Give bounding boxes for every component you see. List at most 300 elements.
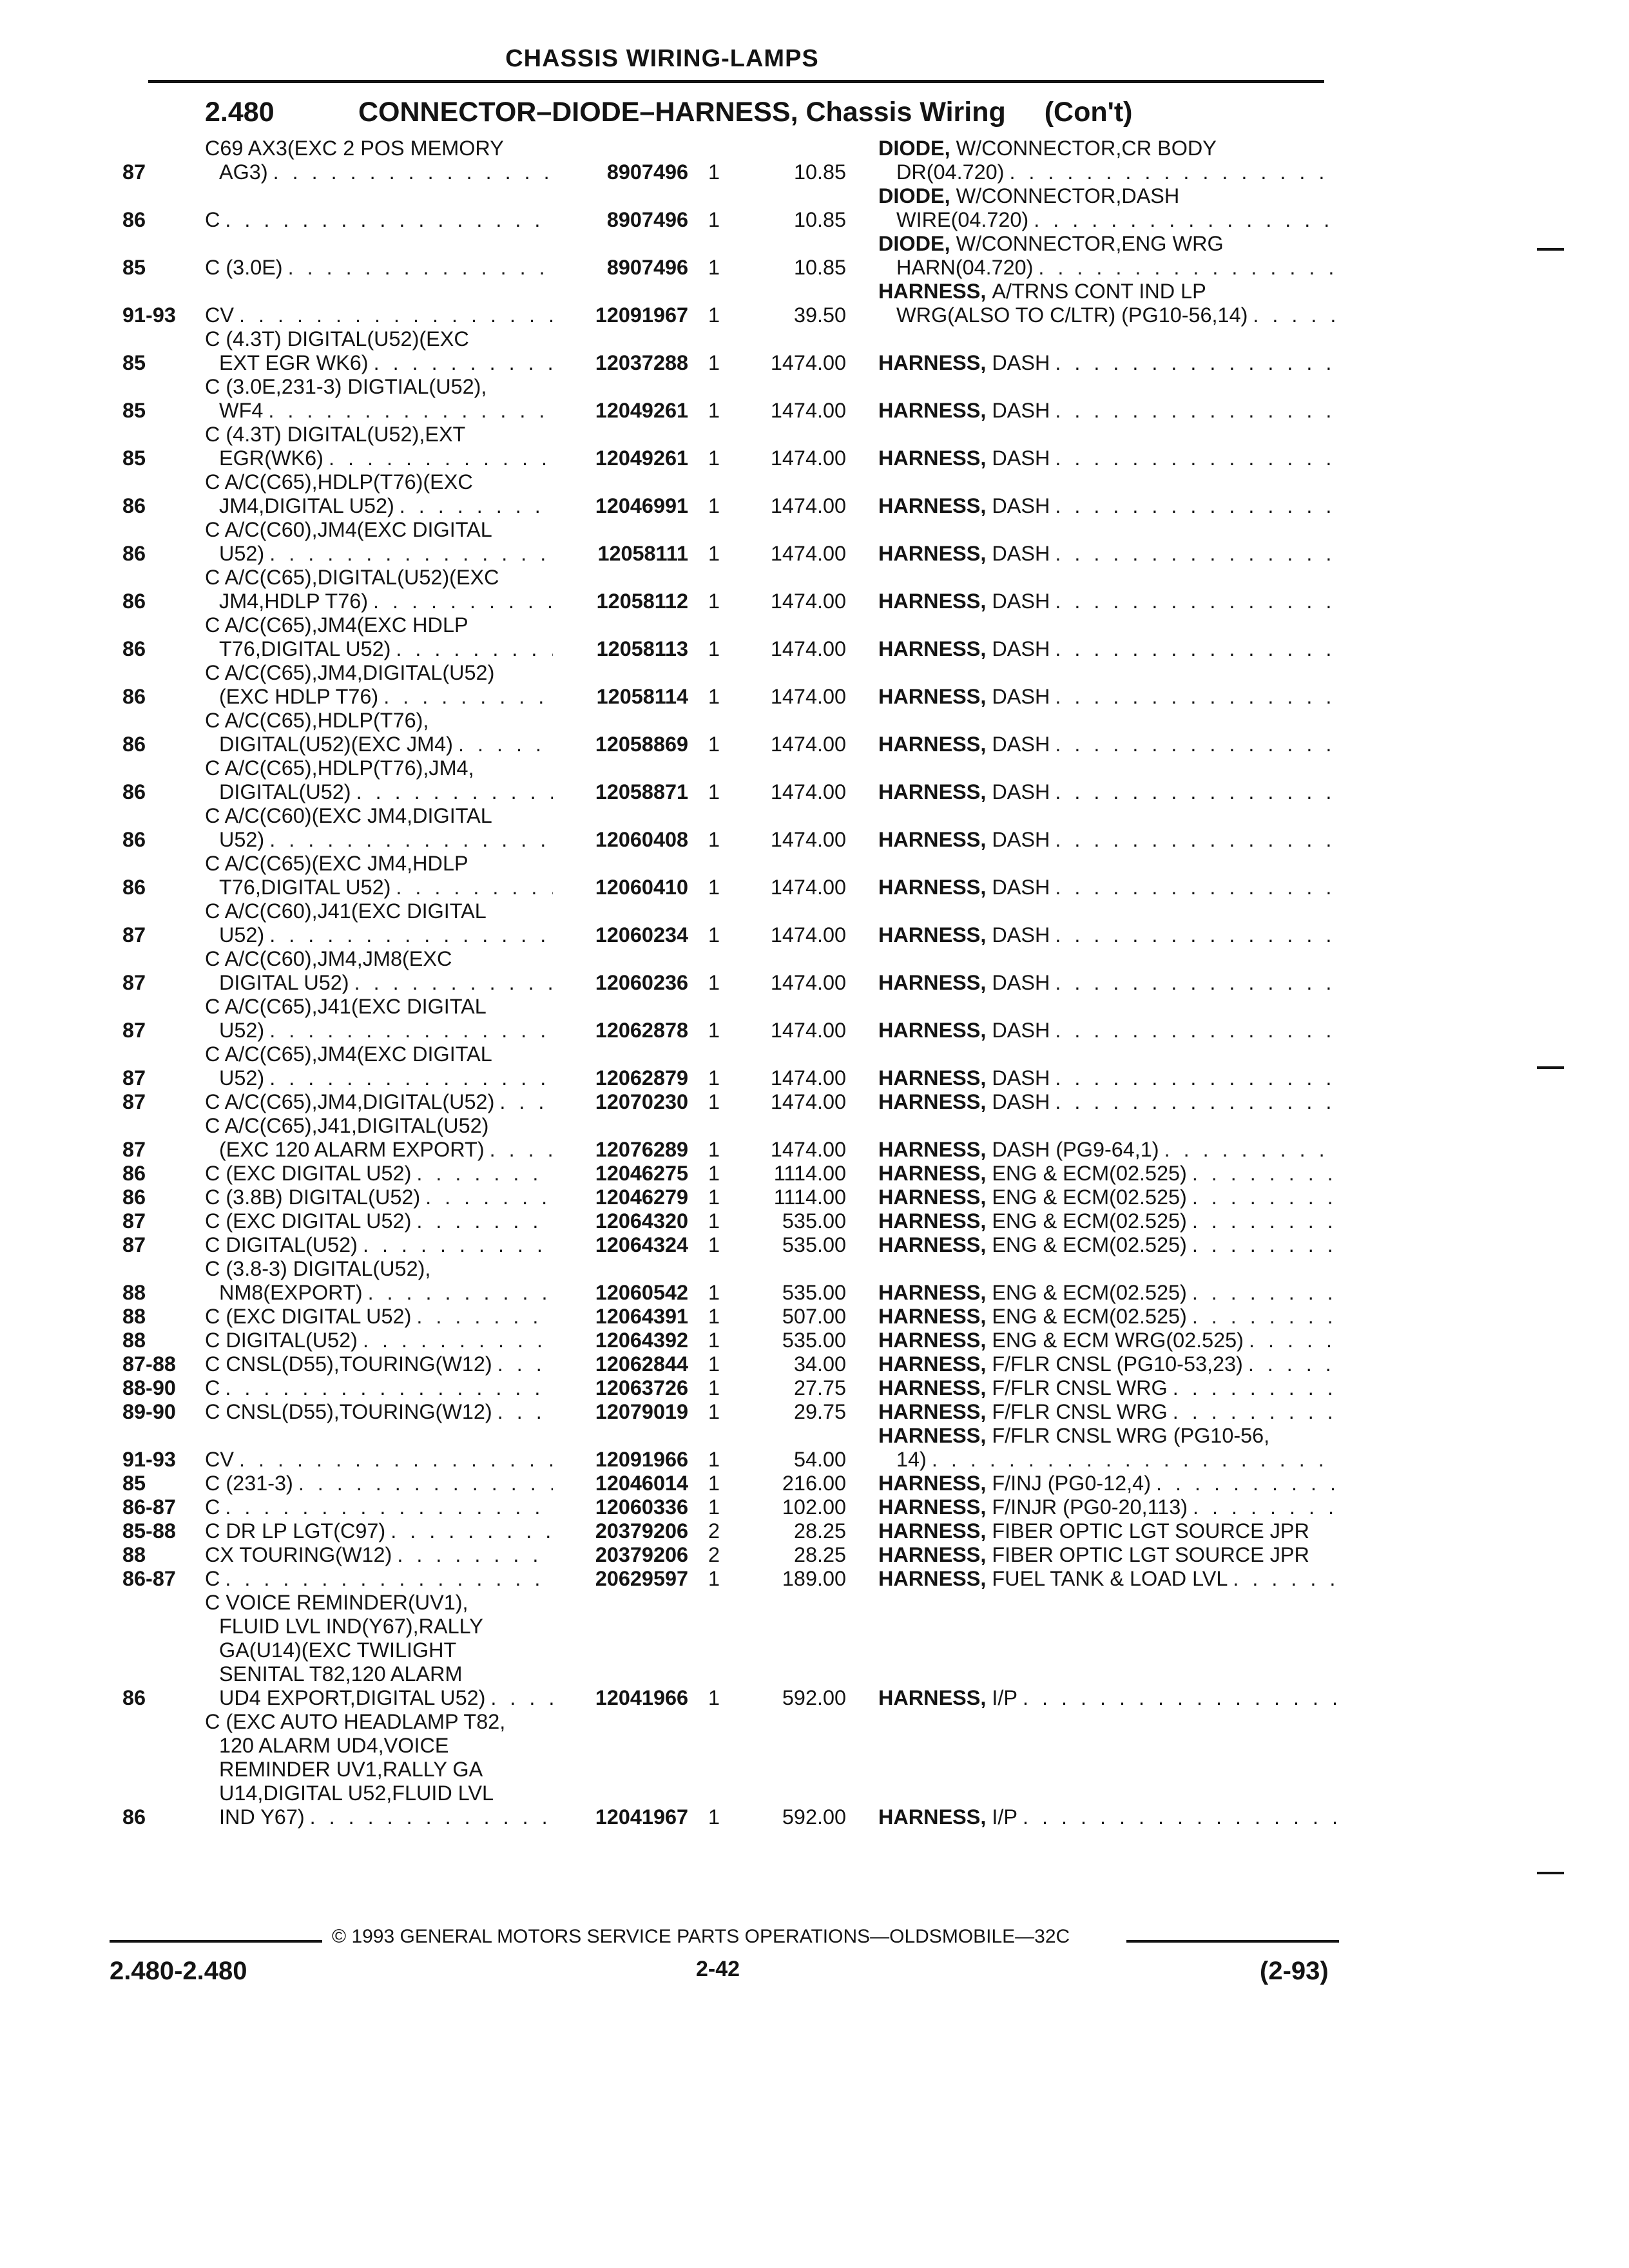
column-gap <box>846 232 878 280</box>
leader-dots <box>1050 780 1337 804</box>
description-keyword: HARNESS, <box>878 637 987 660</box>
column-gap <box>846 613 878 661</box>
description-text: WRG(ALSO TO C/LTR) (PG10-56,14) <box>896 303 1248 327</box>
margin-tick-mark <box>1537 1872 1564 1874</box>
application-line <box>205 733 553 756</box>
description-cell <box>878 756 1337 804</box>
application-line <box>205 518 553 542</box>
application-line <box>205 1186 553 1209</box>
application-text: U52) <box>219 1019 265 1042</box>
model-years: 87 <box>122 971 146 994</box>
quantity: 1 <box>708 685 720 708</box>
list-price: 54.00 <box>793 1448 846 1471</box>
application-line <box>205 685 553 709</box>
quantity: 1 <box>708 256 720 279</box>
description-cell <box>878 709 1337 756</box>
quantity: 1 <box>708 542 720 565</box>
column-gap <box>846 1543 878 1567</box>
column-gap <box>846 1352 878 1376</box>
description-cell <box>878 232 1337 280</box>
application-cell <box>205 1519 553 1543</box>
description-line <box>878 280 1337 303</box>
description-line <box>878 1472 1337 1495</box>
application-line <box>205 1782 553 1805</box>
description-text: ENG & ECM WRG(02.525) <box>992 1329 1244 1352</box>
description-text: DASH <box>992 590 1050 613</box>
list-price: 10.85 <box>793 208 846 231</box>
description-cell <box>878 1090 1337 1114</box>
description-cell <box>878 137 1337 184</box>
description-text: DASH <box>992 542 1050 565</box>
description-keyword: HARNESS, <box>878 399 987 422</box>
description-line <box>878 1138 1337 1162</box>
application-cell <box>205 1162 553 1186</box>
table-row <box>122 1352 1337 1376</box>
description-line <box>878 1543 1337 1567</box>
application-cell <box>205 1209 553 1233</box>
application-line <box>205 256 553 280</box>
leader-dots <box>411 1305 553 1329</box>
application-text: (EXC HDLP T76) <box>219 685 379 708</box>
description-text: DASH <box>992 876 1050 899</box>
table-row <box>122 804 1337 852</box>
application-text: C A/C(C65),JM4(EXC HDLP <box>205 613 468 637</box>
part-number: 12091966 <box>595 1448 688 1471</box>
application-text: C <box>205 1495 220 1519</box>
description-keyword: HARNESS, <box>878 1138 987 1161</box>
column-gap <box>846 947 878 995</box>
application-line <box>205 947 553 971</box>
application-line <box>205 1495 553 1519</box>
list-price: 10.85 <box>793 160 846 184</box>
description-keyword: HARNESS, <box>878 590 987 613</box>
description-cell <box>878 613 1337 661</box>
part-number: 12070230 <box>595 1090 688 1113</box>
leader-dots <box>1187 1281 1337 1305</box>
description-line <box>878 494 1337 518</box>
application-text: C A/C(C65)(EXC JM4,HDLP <box>205 852 468 875</box>
application-text: C A/C(C65),JM4(EXC DIGITAL <box>205 1043 492 1066</box>
leader-dots <box>1187 1186 1337 1209</box>
application-line <box>205 1400 553 1424</box>
application-line <box>205 470 553 494</box>
application-cell <box>205 1233 553 1257</box>
application-text: C CNSL(D55),TOURING(W12) <box>205 1400 492 1423</box>
application-text: C (EXC AUTO HEADLAMP T82, <box>205 1710 506 1733</box>
application-text: C A/C(C65),HDLP(T76), <box>205 709 429 732</box>
description-line <box>878 1329 1337 1352</box>
description-cell <box>878 1472 1337 1495</box>
model-years: 87 <box>122 1233 146 1256</box>
leader-dots <box>1168 1400 1337 1424</box>
application-text: C (3.8-3) DIGITAL(U52), <box>205 1257 431 1280</box>
leader-dots <box>453 733 553 756</box>
list-price: 592.00 <box>782 1686 846 1709</box>
part-number: 20379206 <box>595 1519 688 1542</box>
description-text: ENG & ECM(02.525) <box>992 1186 1187 1209</box>
description-cell <box>878 899 1337 947</box>
application-cell <box>205 1400 553 1424</box>
margin-tick-mark <box>1537 248 1564 251</box>
list-price: 39.50 <box>793 303 846 327</box>
leader-dots <box>411 1209 553 1233</box>
leader-dots <box>234 1448 553 1472</box>
application-line <box>205 1662 553 1686</box>
column-gap <box>846 1519 878 1543</box>
model-years: 85-88 <box>122 1519 176 1542</box>
application-line <box>205 1329 553 1352</box>
description-text: F/INJ (PG0-12,4) <box>992 1472 1151 1495</box>
part-number: 12062878 <box>595 1019 688 1042</box>
list-price: 1474.00 <box>770 590 846 613</box>
list-price: 1474.00 <box>770 876 846 899</box>
description-text: F/FLR CNSL WRG <box>992 1400 1168 1423</box>
list-price: 216.00 <box>782 1472 846 1495</box>
application-text: UD4 EXPORT,DIGITAL U52) <box>219 1686 486 1709</box>
description-text: DASH <box>992 1090 1050 1113</box>
application-line <box>205 327 553 351</box>
description-cell <box>878 1424 1337 1472</box>
column-gap <box>846 1090 878 1114</box>
table-row <box>122 1090 1337 1114</box>
application-cell <box>205 1114 553 1162</box>
application-text: NM8(EXPORT) <box>219 1281 363 1304</box>
leader-dots <box>1050 733 1337 756</box>
list-price: 1474.00 <box>770 637 846 660</box>
leader-dots <box>363 1281 553 1305</box>
list-price: 507.00 <box>782 1305 846 1328</box>
leader-dots <box>1050 923 1337 947</box>
application-cell <box>205 661 553 709</box>
leader-dots <box>1050 971 1337 995</box>
leader-dots <box>1050 876 1337 899</box>
margin-tick-mark <box>1537 1066 1564 1069</box>
application-text: C (3.0E) <box>205 256 283 279</box>
application-cell <box>205 375 553 423</box>
leader-dots <box>369 351 553 375</box>
application-cell <box>205 709 553 756</box>
description-keyword: DIODE, <box>878 184 950 207</box>
quantity: 1 <box>708 923 720 947</box>
description-text: FIBER OPTIC LGT SOURCE JPR <box>992 1543 1309 1566</box>
quantity: 1 <box>708 1209 720 1233</box>
description-text: ENG & ECM(02.525) <box>992 1281 1187 1304</box>
description-line <box>878 1567 1337 1591</box>
quantity: 1 <box>708 780 720 803</box>
column-gap <box>846 661 878 709</box>
part-number: 12060234 <box>595 923 688 947</box>
part-number: 12041967 <box>595 1805 688 1829</box>
leader-dots <box>1151 1472 1337 1495</box>
description-cell <box>878 1162 1337 1186</box>
table-row <box>122 232 1337 280</box>
list-price: 535.00 <box>782 1233 846 1256</box>
column-gap <box>846 899 878 947</box>
model-years: 88 <box>122 1281 146 1304</box>
quantity: 1 <box>708 399 720 422</box>
column-gap <box>846 995 878 1043</box>
leader-dots <box>1159 1138 1337 1162</box>
part-number: 12058114 <box>596 685 688 708</box>
leader-dots <box>1050 637 1337 661</box>
application-line <box>205 828 553 852</box>
description-cell <box>878 804 1337 852</box>
section-continued: (Con't) <box>1044 97 1133 128</box>
column-gap <box>846 1424 878 1472</box>
model-years: 86 <box>122 1162 146 1185</box>
leader-dots <box>358 1329 553 1352</box>
description-line <box>878 1066 1337 1090</box>
leader-dots <box>234 303 553 327</box>
description-text: HARN(04.720) <box>896 256 1034 279</box>
column-gap <box>846 1376 878 1400</box>
part-number: 12058111 <box>597 542 688 565</box>
description-text: FIBER OPTIC LGT SOURCE JPR <box>992 1519 1309 1542</box>
leader-dots <box>378 685 553 709</box>
column-gap <box>846 184 878 232</box>
application-text: C (3.8B) DIGITAL(U52) <box>205 1186 421 1209</box>
column-gap <box>846 375 878 423</box>
application-text: C DR LP LGT(C97) <box>205 1519 386 1542</box>
leader-dots <box>1187 1305 1337 1329</box>
description-keyword: HARNESS, <box>878 1495 987 1519</box>
leader-dots <box>1168 1376 1337 1400</box>
application-text: JM4,HDLP T76) <box>219 590 369 613</box>
quantity: 1 <box>708 1186 720 1209</box>
part-number: 12046014 <box>595 1472 688 1495</box>
table-row <box>122 1114 1337 1162</box>
list-price: 1474.00 <box>770 733 846 756</box>
footer-page-range: 2.480-2.480 <box>110 1957 247 1985</box>
part-number: 12060336 <box>595 1495 688 1519</box>
leader-dots <box>1244 1329 1337 1352</box>
model-years: 86-87 <box>122 1567 176 1590</box>
application-cell <box>205 1257 553 1305</box>
quantity: 1 <box>708 1686 720 1709</box>
list-price: 1474.00 <box>770 351 846 374</box>
quantity: 2 <box>708 1519 720 1542</box>
application-cell <box>205 995 553 1043</box>
application-text: C A/C(C60)(EXC JM4,DIGITAL <box>205 804 492 827</box>
description-cell <box>878 1400 1337 1424</box>
description-keyword: HARNESS, <box>878 733 987 756</box>
list-price: 1474.00 <box>770 1138 846 1161</box>
description-keyword: HARNESS, <box>878 1519 987 1542</box>
application-cell <box>205 852 553 899</box>
description-keyword: HARNESS, <box>878 351 987 374</box>
list-price: 29.75 <box>793 1400 846 1423</box>
application-line <box>205 613 553 637</box>
table-row <box>122 1543 1337 1567</box>
application-text: (EXC 120 ALARM EXPORT) <box>219 1138 485 1161</box>
column-gap <box>846 1710 878 1829</box>
description-keyword: HARNESS, <box>878 1424 987 1447</box>
model-years: 89-90 <box>122 1400 176 1423</box>
part-number: 12060236 <box>595 971 688 994</box>
application-text: C A/C(C65),J41(EXC DIGITAL <box>205 995 487 1018</box>
application-text: C CNSL(D55),TOURING(W12) <box>205 1352 492 1376</box>
column-gap <box>846 1186 878 1209</box>
application-cell <box>205 756 553 804</box>
model-years: 86 <box>122 494 146 517</box>
table-row <box>122 470 1337 518</box>
leader-dots <box>1017 1686 1337 1710</box>
description-line <box>878 1019 1337 1043</box>
column-gap <box>846 1233 878 1257</box>
table-row <box>122 709 1337 756</box>
table-row <box>122 1495 1337 1519</box>
list-price: 1474.00 <box>770 542 846 565</box>
model-years: 86 <box>122 733 146 756</box>
description-text: ENG & ECM(02.525) <box>992 1305 1187 1328</box>
part-number: 12060408 <box>595 828 688 851</box>
application-line <box>205 1805 553 1829</box>
description-line <box>878 447 1337 470</box>
application-text: C A/C(C65),DIGITAL(U52)(EXC <box>205 566 499 589</box>
quantity: 1 <box>708 1329 720 1352</box>
description-keyword: DIODE, <box>878 232 950 255</box>
leader-dots <box>1028 208 1337 232</box>
description-keyword: HARNESS, <box>878 1567 987 1590</box>
description-keyword: HARNESS, <box>878 280 987 303</box>
model-years: 86 <box>122 1805 146 1829</box>
application-line <box>205 1090 553 1114</box>
description-cell <box>878 1209 1337 1233</box>
application-line <box>205 1734 553 1758</box>
description-line <box>878 923 1337 947</box>
description-keyword: HARNESS, <box>878 780 987 803</box>
description-text: 14) <box>896 1448 927 1471</box>
model-years: 86-87 <box>122 1495 176 1519</box>
leader-dots <box>220 208 553 232</box>
application-text: U52) <box>219 1066 265 1090</box>
description-text: DASH <box>992 351 1050 374</box>
application-cell <box>205 280 553 327</box>
application-line <box>205 1639 553 1662</box>
application-cell <box>205 1543 553 1567</box>
description-line <box>878 1186 1337 1209</box>
quantity: 1 <box>708 828 720 851</box>
application-line <box>205 1686 553 1710</box>
list-price: 535.00 <box>782 1329 846 1352</box>
application-cell <box>205 1710 553 1829</box>
application-text: DIGITAL(U52) <box>219 780 351 803</box>
list-price: 1474.00 <box>770 923 846 947</box>
application-text: DIGITAL U52) <box>219 971 349 994</box>
part-number: 20629597 <box>595 1567 688 1590</box>
column-gap <box>846 423 878 470</box>
leader-dots <box>264 1066 553 1090</box>
description-text: DASH (PG9-64,1) <box>992 1138 1159 1161</box>
part-number: 12062879 <box>595 1066 688 1090</box>
description-line <box>878 303 1337 327</box>
quantity: 1 <box>708 1495 720 1519</box>
description-keyword: HARNESS, <box>878 1066 987 1090</box>
description-text: DASH <box>992 828 1050 851</box>
table-row <box>122 1710 1337 1829</box>
table-row <box>122 661 1337 709</box>
table-row <box>122 1567 1337 1591</box>
part-number: 12063726 <box>595 1376 688 1399</box>
description-text: F/FLR CNSL WRG <box>992 1376 1168 1399</box>
description-line <box>878 1686 1337 1710</box>
table-row <box>122 184 1337 232</box>
table-row <box>122 280 1337 327</box>
page-title: CHASSIS WIRING-LAMPS <box>505 45 819 72</box>
column-gap <box>846 1329 878 1352</box>
application-text: CV <box>205 1448 234 1471</box>
table-row <box>122 1376 1337 1400</box>
description-text: ENG & ECM(02.525) <box>992 1209 1187 1233</box>
quantity: 1 <box>708 1233 720 1256</box>
description-cell <box>878 1233 1337 1257</box>
table-row <box>122 566 1337 613</box>
application-text: AG3) <box>219 160 268 184</box>
leader-dots <box>293 1472 553 1495</box>
column-gap <box>846 1591 878 1710</box>
leader-dots <box>927 1448 1337 1472</box>
description-line <box>878 828 1337 852</box>
model-years: 86 <box>122 828 146 851</box>
application-text: U14,DIGITAL U52,FLUID LVL <box>219 1782 494 1805</box>
part-number: 12062844 <box>595 1352 688 1376</box>
application-text: GA(U14)(EXC TWILIGHT <box>219 1639 457 1662</box>
quantity: 1 <box>708 1281 720 1304</box>
application-line <box>205 1162 553 1186</box>
application-line <box>205 1615 553 1639</box>
application-text: C A/C(C65),JM4,DIGITAL(U52) <box>205 661 495 684</box>
leader-dots <box>268 160 553 184</box>
part-number: 20379206 <box>595 1543 688 1566</box>
description-text: I/P <box>992 1805 1017 1829</box>
application-text: FLUID LVL IND(Y67),RALLY <box>219 1615 483 1638</box>
column-gap <box>846 804 878 852</box>
description-cell <box>878 1376 1337 1400</box>
list-price: 592.00 <box>782 1805 846 1829</box>
application-line <box>205 852 553 876</box>
table-row <box>122 995 1337 1043</box>
description-text: DASH <box>992 1066 1050 1090</box>
description-line <box>878 780 1337 804</box>
application-line <box>205 303 553 327</box>
footer-copyright: © 1993 GENERAL MOTORS SERVICE PARTS OPERATIONS—OLDSMOBILE—32C <box>332 1926 1070 1947</box>
list-price: 1114.00 <box>773 1186 846 1209</box>
list-price: 1474.00 <box>770 494 846 517</box>
description-cell <box>878 184 1337 232</box>
part-number: 12079019 <box>595 1400 688 1423</box>
description-keyword: DIODE, <box>878 137 950 160</box>
description-keyword: HARNESS, <box>878 971 987 994</box>
description-cell <box>878 1543 1337 1567</box>
table-row <box>122 613 1337 661</box>
quantity: 1 <box>708 590 720 613</box>
model-years: 87 <box>122 923 146 947</box>
leader-dots <box>1050 399 1337 423</box>
quantity: 1 <box>708 494 720 517</box>
part-number: 12046279 <box>595 1186 688 1209</box>
application-line <box>205 1567 553 1591</box>
model-years: 86 <box>122 542 146 565</box>
description-text: W/CONNECTOR,DASH <box>956 184 1180 207</box>
quantity: 1 <box>708 876 720 899</box>
quantity: 1 <box>708 1448 720 1471</box>
description-line <box>878 542 1337 566</box>
application-text: U52) <box>219 923 265 947</box>
description-keyword: HARNESS, <box>878 685 987 708</box>
model-years: 86 <box>122 780 146 803</box>
description-text: DASH <box>992 971 1050 994</box>
description-keyword: HARNESS, <box>878 1209 987 1233</box>
